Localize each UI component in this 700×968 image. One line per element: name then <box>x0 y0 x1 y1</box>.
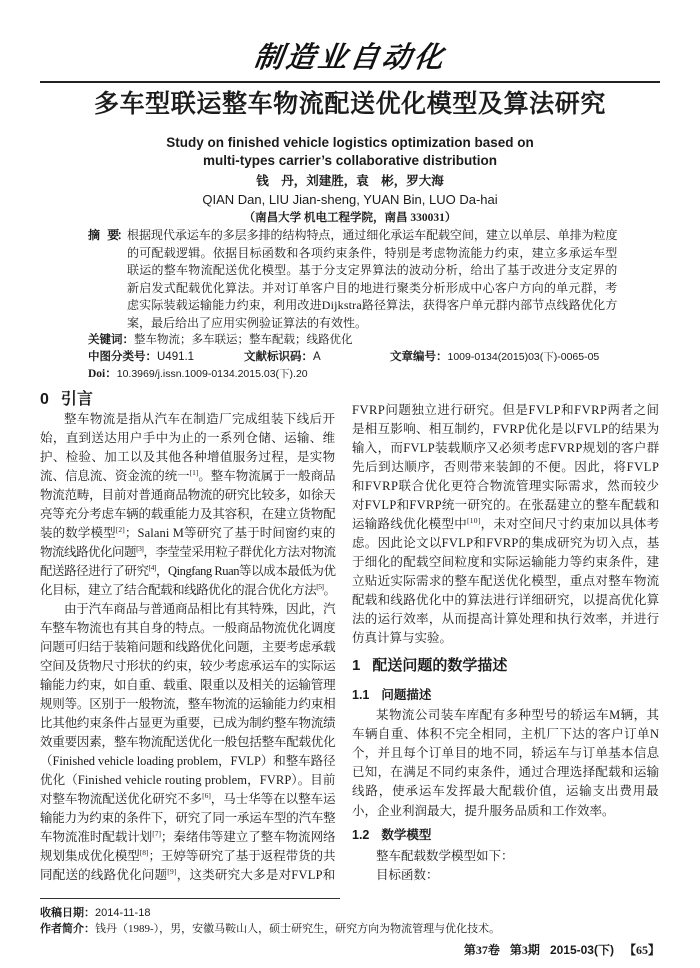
text-line <box>40 733 336 752</box>
line-text: 车辆自重、体积不完全相同，主机厂下达的客户订单N <box>352 726 660 741</box>
line-text: 规划集成优化模型[8]；王婷等研究了基于返程带货的共 <box>40 848 336 863</box>
citation-ref: [8] <box>139 848 149 857</box>
clc-number <box>88 349 194 366</box>
line-text: 小，企业利润最大，提升服务品质和工作效率。 <box>352 803 615 818</box>
clc-label: 中图分类号： <box>88 351 157 363</box>
paper-title-en-line-2: multi-types carrier’s collaborative distribution <box>202 153 498 168</box>
line-text: 车物流准时配载计划[7]；秦绪伟等建立了整车物流网络 <box>40 829 336 844</box>
abstract-body <box>127 227 618 332</box>
subsection-number: 1.2 <box>352 828 370 842</box>
citation-ref: [5] <box>316 582 324 591</box>
citation-ref: [9] <box>167 867 177 876</box>
affiliation: （南昌大学 机电工程学院，南昌 330031） <box>243 212 457 224</box>
text-line <box>40 410 336 429</box>
right-column-continuation <box>352 401 660 648</box>
author-bio <box>40 921 500 937</box>
line-text: 线路，使承运车发挥最大配载价值，运输支出费用最 <box>352 784 660 799</box>
line-text: 由于汽车商品与普通商品相比有其特殊，因此，汽 <box>64 602 336 616</box>
paper-title-en-line-1: Study on finished vehicle logistics optimization based on <box>166 135 534 150</box>
line-text: 亮等充分考虑车辆的载重能力及其容积，在建立货物配 <box>40 507 336 521</box>
line-text: 对整车物流配送优化研究不多[6]，马士华等在以整车运 <box>40 791 336 806</box>
line-text: 比其他约束条件占显更为重要，已成为制约整车物流绩 <box>40 716 336 730</box>
text-line <box>40 562 336 581</box>
authors-en: QIAN Dan, LIU Jian-sheng, YUAN Bin, LUO Da-hai <box>202 192 498 207</box>
line-text: 仿真计算与实验。 <box>352 630 453 645</box>
issue: 第3期 <box>509 943 540 957</box>
line-text: 整车物流是指从汽车在制造厂完成组装下线后开 <box>64 412 336 426</box>
section-number: 1 <box>352 657 361 674</box>
text-line <box>40 600 336 619</box>
text-line <box>40 828 336 847</box>
section-title: 配送问题的数学描述 <box>372 657 508 674</box>
text-line <box>40 581 336 600</box>
text-line <box>352 847 660 866</box>
text-line <box>352 591 660 610</box>
text-line <box>40 657 336 676</box>
line-text: 是相互影响、相互制约，FVRP优化是以FVLP的结果为 <box>352 421 660 436</box>
line-text: FVRP问题独立进行研究。但是FVLP和FVRP两者之间 <box>352 402 660 417</box>
author-bio-text: 钱丹（1989-），男，安徽马鞍山人，硕士研究生，研究方向为物流管理与优化技术。 <box>95 923 501 935</box>
text-line <box>40 676 336 695</box>
subsection-1-1-heading <box>352 686 431 704</box>
citation-ref: [10] <box>467 515 481 525</box>
citation-ref: [2] <box>115 525 125 534</box>
text-line <box>40 714 336 733</box>
line-text: 于细化的配载空间粒度和实际运输能力等约束条件，建 <box>352 554 660 569</box>
text-line <box>352 572 660 591</box>
text-line <box>127 315 618 333</box>
line-text: 新启发式配载优化算法。并对订单客户目的地进行聚类分析形成中心客户方向的单元群，考 <box>127 280 618 295</box>
authors-zh: 钱 丹，刘建胜，袁 彬，罗大海 <box>256 174 444 188</box>
line-text: 案，最后给出了应用实例验证算法的有效性。 <box>127 315 368 330</box>
intro-paragraph-2 <box>40 600 336 885</box>
text-line <box>40 619 336 638</box>
text-line <box>127 297 618 315</box>
line-text: 目标函数： <box>376 867 439 882</box>
journal-logo: 制造业自动化 <box>251 42 449 74</box>
line-text: （Finished vehicle loading problem，FVLP）和整车路径 <box>40 754 336 768</box>
author-bio-label: 作者简介： <box>40 923 95 935</box>
line-text: 法的运行效率，从而提高计算处理和执行效率，并进行 <box>352 611 660 626</box>
line-text: 效重要因素，整车物流配送优化一般包括整车配载优化 <box>40 735 336 749</box>
document-code <box>244 349 321 366</box>
abstract-label <box>88 227 127 245</box>
section-number: 0 <box>40 391 49 408</box>
text-line <box>40 467 336 486</box>
text-line <box>352 782 660 801</box>
page-number: 【65】 <box>623 943 660 957</box>
line-text: 输入，而FVLP装载顺序又必须考虑FVRP规划的客户群 <box>352 440 660 455</box>
received-label: 收稿日期： <box>40 907 95 919</box>
text-line <box>127 280 618 298</box>
text-line <box>352 553 660 572</box>
line-text: 运输路线优化模型中[10]，未对空间尺寸约束加以具体考 <box>352 515 660 531</box>
text-line <box>40 505 336 524</box>
subsection-title: 数学模型 <box>381 828 432 842</box>
article-number-label: 文章编号： <box>390 351 448 363</box>
text-line <box>352 477 660 496</box>
citation-ref: [6] <box>202 791 211 800</box>
text-line <box>352 706 660 725</box>
model-intro-line <box>352 847 660 866</box>
section-1-heading <box>352 656 507 676</box>
line-text: 虑实际装载运输能力约束，利用改进Dijkstra路径算法，获得客户单元群内部节点线路优化方 <box>127 298 618 312</box>
text-line <box>352 763 660 782</box>
document-code-value: A <box>313 351 321 363</box>
abstract-label-text: 摘 要： <box>88 228 127 242</box>
line-text: 空间及货物尺寸形状的约束，较少考虑承运车的实际运 <box>40 659 336 673</box>
issue-date: 2015-03(下) <box>549 943 614 957</box>
text-line <box>40 695 336 714</box>
line-text: 配送路径进行了研究[4]，Qingfang Ruan等以成本最低为优 <box>40 563 336 578</box>
line-text: 问题可归结于装箱问题和线路优化问题，主要考虑承载 <box>40 640 336 654</box>
subsection-number: 1.1 <box>352 688 370 702</box>
subsection-1-2-heading <box>352 826 431 844</box>
line-text: 和FVRP联合优化更符合物流管理实际需求，然而较少 <box>352 478 660 493</box>
line-text: 输能力约束，如自重、载重、限重以及相关的运输管理 <box>40 678 336 692</box>
text-line <box>127 245 618 263</box>
text-line <box>352 802 660 821</box>
text-line <box>352 744 660 763</box>
text-line <box>40 543 336 562</box>
text-line <box>352 496 660 515</box>
text-line <box>40 524 336 543</box>
problem-description-paragraph <box>352 706 660 821</box>
line-text: 已知，在满足不同约束条件，通过合理选择配载和运输 <box>352 765 660 780</box>
objective-function-line <box>352 866 660 885</box>
citation-ref: [4] <box>148 563 156 572</box>
line-text: 根据现代承运车的多层多排的结构特点，通过细化承运车配载空间，建立以单层、单排为粒度 <box>127 228 618 242</box>
line-text: 立贴近实际需求的整车配送优化模型，重点对整车物流 <box>352 573 660 588</box>
doi-label: Doi： <box>88 368 117 380</box>
left-column <box>40 410 336 885</box>
text-line <box>127 227 618 245</box>
article-number-value: 1009-0134(2015)03(下)-0065-05 <box>447 351 600 363</box>
text-line <box>40 429 336 448</box>
header-rule <box>40 81 660 83</box>
volume: 第37卷 <box>463 943 500 957</box>
line-text: 车整车物流也有其自身的特点。一般商品物流优化调度 <box>40 621 336 635</box>
text-line <box>352 534 660 553</box>
received-value: 2014-11-18 <box>95 907 151 919</box>
text-line <box>352 420 660 439</box>
text-line <box>40 752 336 771</box>
text-line <box>352 401 660 420</box>
text-line <box>352 515 660 534</box>
line-text: 流、信息流、资金流的统一[1]。整车物流属于一般商品 <box>40 468 336 483</box>
text-line <box>40 809 336 828</box>
text-line <box>40 847 336 866</box>
line-text: 输能力为约束的条件下，研究了同一承运车型的汽车整 <box>40 811 336 825</box>
section-0-heading <box>40 390 93 410</box>
line-text: 对FVLP和FVRP统一研究的。在张磊建立的整车配载和 <box>352 497 660 512</box>
line-text: 始，直到送达用户手中为止的一系列仓储、运输、维 <box>40 431 336 445</box>
intro-paragraph-1 <box>40 410 336 600</box>
citation-ref: [7] <box>152 829 161 838</box>
clc-value: U491.1 <box>157 351 195 363</box>
keywords-text: 整车物流；多车联运；整车配载；线路优化 <box>134 334 353 346</box>
text-line <box>352 725 660 744</box>
line-text: 虑。因此论文以FVLP和FVRP的集成研究为切入点，基 <box>352 535 660 550</box>
line-text: 物流范畴，目前对普通商品物流的研究比较多，如徐天 <box>40 488 336 502</box>
article-number <box>390 349 599 366</box>
paper-title-zh: 多车型联运整车物流配送优化模型及算法研究 <box>93 91 606 118</box>
line-text: 整车配载数学模型如下： <box>376 848 514 863</box>
text-line <box>352 439 660 458</box>
line-text: 的可配载逻辑。依据目标函数和各项约束条件，特别是考虑物流能力约束，建立多承运车型 <box>127 245 618 260</box>
line-text: 规则等。区别于一般物流，整车物流的运输能力约束相 <box>40 697 336 711</box>
citation-ref: [3] <box>136 544 144 553</box>
text-line <box>352 610 660 629</box>
received-date <box>40 905 150 921</box>
text-line <box>40 790 336 809</box>
keywords-label: 关键词： <box>88 334 134 346</box>
subsection-title: 问题描述 <box>381 688 432 702</box>
text-line <box>40 771 336 790</box>
text-line <box>40 866 336 885</box>
text-line <box>352 866 660 885</box>
text-line <box>40 448 336 467</box>
doi <box>88 366 308 383</box>
line-text: 化目标，建立了结合配载和线路优化的混合优化方法[5]。 <box>40 582 336 597</box>
line-text: 个，并且每个订单目的地不同，轿运车与订单基本信息 <box>352 745 660 760</box>
doi-value: 10.3969/j.issn.1009-0134.2015.03(下).20 <box>116 368 308 380</box>
line-text: 某物流公司装车库配有多种型号的轿运车M辆，其 <box>376 707 660 722</box>
section-title: 引言 <box>60 391 93 408</box>
text-line <box>127 262 618 280</box>
line-text: 装的数学模型[2]；Salani M等研究了基于时间窗约束的 <box>40 525 336 540</box>
line-text: 联运的整车物流配送优化模型。基于分支定界算法的波动分析，给出了基于改进分支定界的 <box>127 263 618 277</box>
line-text: 先后到达顺序，否则带来装卸的不便。因此，将FVLP <box>352 459 660 474</box>
text-line <box>40 638 336 657</box>
footnote-rule <box>40 898 340 899</box>
line-text: 配载和线路优化中的算法进行详细研究，以提高优化算 <box>352 592 660 607</box>
keywords <box>88 332 353 349</box>
line-text: 物流线路优化问题[3]，李莹莹采用粒子群优化方法对物流 <box>40 544 336 559</box>
text-line <box>40 486 336 505</box>
page-info <box>454 942 660 958</box>
document-code-label: 文献标识码： <box>244 351 313 363</box>
text-line <box>352 458 660 477</box>
line-text: 同配送的线路优化问题[9]，这类研究大多是对FVLP和 <box>40 867 336 882</box>
text-line <box>352 629 660 648</box>
citation-ref: [1] <box>189 468 199 477</box>
line-text: 护、检验、加工以及其他各种增值服务过程，是实物 <box>40 450 336 464</box>
line-text: 优化（Finished vehicle routing problem，FVRP）。目前 <box>40 773 336 787</box>
